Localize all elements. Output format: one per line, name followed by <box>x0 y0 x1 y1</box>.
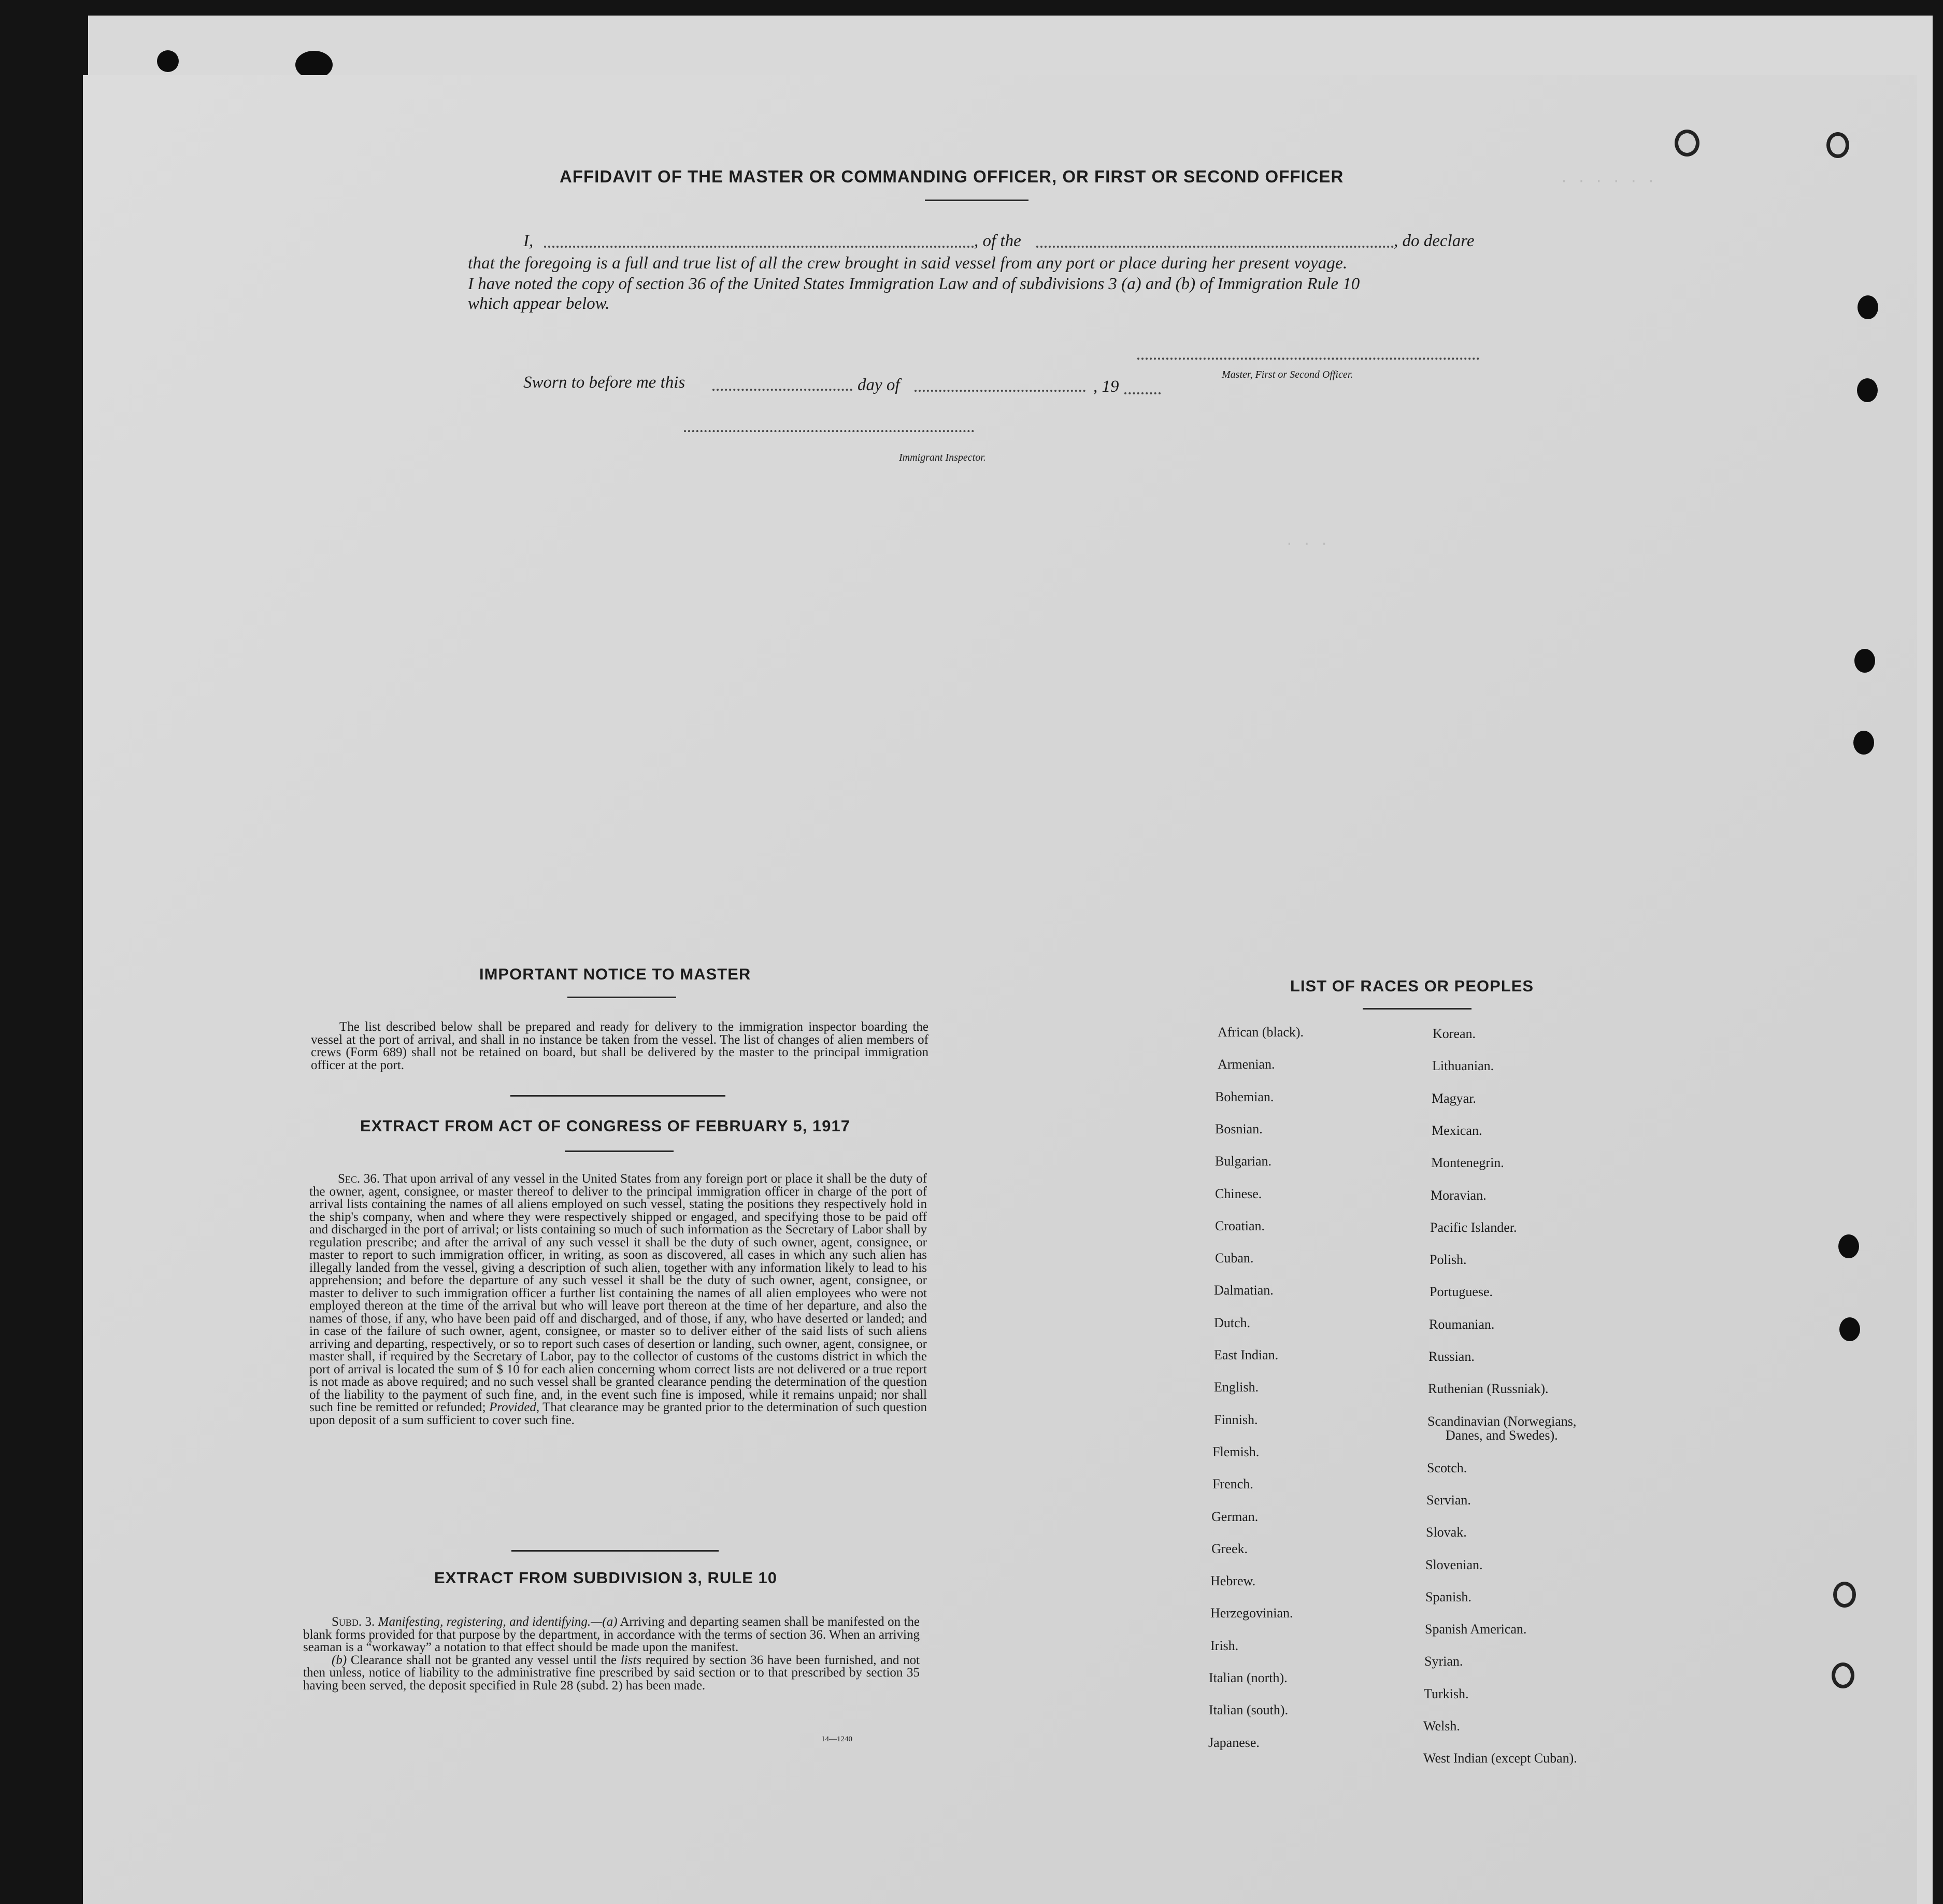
extract-act-body: That upon arrival of any vessel in the United States from any foreign port or place it shall be the duty of the owner, agent, consignee, or master thereof to deliver to the principal immigration officer in charge of the port of arrival lists containing the names of all aliens employed on such vessel, stating the positions they respectively hold in the ship's company, when and where they were respectively shipped or engaged, and specifying those to be paid off and discharged in the port of arrival; or lists containing so much of such information as the Secretary of Labor shall by regulation prescribe; and after the arrival of any such vessel it shall be the duty of such owner, agent, consignee, or master to report to such immigration officer, in writing, as soon as discovered, all cases in which any such alien has illegally landed from the vessel, giving a description of such alien, together with any information likely to lead to his apprehension; and before the departure of any such vessel it shall be the duty of such owner, agent, consignee, or master to deliver to such immigration officer a further list containing the names of all alien employees who were not employed thereon at the time of the arrival but who will leave port thereon at the time of her departure, and also the names of those, if any, who have been paid off and discharged, and of those, if any, who have deserted or landed; and in case of the failure of such owner, agent, consignee, or master so to deliver either of the said lists of such aliens arriving and departing, respectively, or so to report such cases of desertion or landing, such owner, agent, consignee, or master shall, if required by the Secretary of Labor, pay to the collector of customs of the customs district in which the port of arrival is located the sum of $ 10 for each alien concerning whom correct lists are not delivered or a true report is not made as above required; and no such vessel shall be granted clearance pending the determination of the question of the liability to the payment of such fine, and, in the event such fine is imposed, while it remains unpaid; nor shall such fine be remitted or refunded; <box>309 1172 927 1414</box>
race-item: French. <box>1212 1476 1253 1492</box>
race-item: Slovak. <box>1426 1525 1467 1540</box>
binder-ring <box>1826 132 1849 158</box>
races-title: LIST OF RACES OR PEOPLES <box>1290 977 1534 995</box>
rule-text-a: Arriving and departing seamen shall be manifested on the blank forms provided for that purpose by the department, in accordance with the terms of section 36. When an arriving seaman is a “workaway” a notation to that effect should be made upon the manifest. <box>303 1615 920 1654</box>
race-item: Russian. <box>1428 1349 1475 1364</box>
extract-act-end: That clearance may be granted prior to the determination of such question upon deposit of a sum sufficient to cover such fine. <box>309 1400 927 1427</box>
race-item: Moravian. <box>1431 1187 1487 1203</box>
bleed-through-text: · · · <box>1285 536 1329 552</box>
provided-word: Provided, <box>489 1400 540 1414</box>
punch-hole <box>1858 295 1878 319</box>
race-item: Dalmatian. <box>1214 1283 1274 1298</box>
notice-title: IMPORTANT NOTICE TO MASTER <box>479 965 751 983</box>
master-label: Master, First or Second Officer. <box>1222 369 1353 380</box>
lists-word: lists <box>620 1653 642 1667</box>
race-item: Chinese. <box>1215 1186 1262 1201</box>
notice-end-rule <box>510 1095 725 1097</box>
subd-label: Subd. 3. <box>332 1615 375 1629</box>
race-item: Scotch. <box>1427 1460 1467 1475</box>
race-item: Bohemian. <box>1215 1089 1274 1104</box>
race-item: Greek. <box>1211 1541 1248 1556</box>
punch-hole <box>1839 1317 1860 1341</box>
notice-rule <box>567 997 676 998</box>
race-item: West Indian (except Cuban). <box>1423 1751 1577 1766</box>
title-rule <box>925 200 1028 201</box>
year-prefix: , 19 <box>1093 377 1119 396</box>
race-item: Bosnian. <box>1215 1121 1263 1136</box>
race-item: Ruthenian (Russniak). <box>1428 1381 1549 1397</box>
sworn-text: Sworn to before me this <box>523 373 685 392</box>
affidavit-title: AFFIDAVIT OF THE MASTER OR COMMANDING OFFICER, OR FIRST OR SECOND OFFICER <box>560 167 1344 186</box>
race-item: Lithuanian. <box>1432 1058 1494 1074</box>
b-label: (b) <box>332 1653 347 1667</box>
inspector-label: Immigrant Inspector. <box>899 452 986 463</box>
race-item: Hebrew. <box>1210 1573 1256 1589</box>
race-item: East Indian. <box>1214 1347 1279 1362</box>
race-item: Scandinavian (Norwegians, <box>1427 1413 1577 1429</box>
punch-hole <box>1854 649 1875 673</box>
form-number: 14—1240 <box>821 1735 852 1743</box>
punch-hole <box>1857 378 1878 402</box>
affidavit-line2: that the foregoing is a full and true list of all the crew brought in said vessel from any port or place during her present voyage. <box>468 254 1348 273</box>
binder-ring <box>1832 1663 1854 1688</box>
race-item: Italian (south). <box>1209 1702 1289 1718</box>
race-item: Armenian. <box>1218 1057 1275 1072</box>
master-signature-line <box>1137 358 1479 360</box>
race-item: Roumanian. <box>1429 1316 1495 1332</box>
race-item: Spanish American. <box>1425 1622 1527 1637</box>
race-item: Slovenian. <box>1425 1557 1483 1572</box>
bleed-through-text: · · · · · · <box>1560 174 1655 190</box>
race-item: African (black). <box>1218 1025 1304 1040</box>
race-item: Polish. <box>1430 1252 1467 1268</box>
race-item: Servian. <box>1426 1492 1471 1508</box>
affidavit-i: I, <box>523 232 534 250</box>
sec-label: Sec. 36. <box>338 1172 380 1186</box>
binder-ring <box>1675 130 1699 157</box>
punch-hole <box>157 50 179 72</box>
notice-body: The list described below shall be prepared and ready for delivery to the immigration inspector boarding the vessel at the port of arrival, and shall in no instance be taken from the vessel. The list of changes of alien members of crews (Form 689) shall not be retained on board, but shall be delivered by the master to the principal immigration officer at the port. <box>311 1020 928 1072</box>
race-item: Mexican. <box>1432 1122 1482 1138</box>
rule-text-b1: Clearance shall not be granted any vessel until the <box>350 1653 617 1667</box>
race-item: Montenegrin. <box>1431 1155 1504 1171</box>
day-blank <box>712 389 852 391</box>
race-item: Syrian. <box>1424 1654 1463 1669</box>
race-item: Finnish. <box>1214 1412 1258 1427</box>
name-blank <box>544 246 974 248</box>
races-rule <box>1363 1008 1471 1010</box>
affidavit-line4: which appear below. <box>468 294 610 313</box>
extract-act-end-rule <box>511 1550 719 1552</box>
month-blank <box>915 390 1085 392</box>
year-blank <box>1124 392 1161 394</box>
extract-act-text <box>309 1173 927 1427</box>
race-item: Croatian. <box>1215 1218 1265 1233</box>
race-item: German. <box>1211 1509 1259 1524</box>
race-item: Japanese. <box>1208 1735 1260 1750</box>
race-item: Spanish. <box>1425 1589 1471 1604</box>
subd-heading: Manifesting, registering, and identifying.—(a) <box>378 1615 618 1629</box>
race-item: Irish. <box>1210 1638 1239 1653</box>
vessel-blank <box>1036 246 1394 248</box>
notice-text <box>311 1021 928 1072</box>
race-item: Dutch. <box>1214 1315 1251 1330</box>
race-item: Korean. <box>1433 1026 1476 1041</box>
race-item: Magyar. <box>1432 1090 1476 1106</box>
race-item: Cuban. <box>1215 1251 1254 1266</box>
affidavit-of-the: , of the <box>974 232 1021 250</box>
extract-rule-text <box>303 1616 920 1692</box>
rule-text-b2: required by section 36 have been furnished, and not then unless, notice of liability to the administrative fine prescribed by said section or to that prescribed by section 35 having been served, the deposit specified in Rule 28 (subd. 2) has been made. <box>303 1653 920 1693</box>
punch-hole <box>1838 1234 1859 1258</box>
race-item: Turkish. <box>1424 1686 1469 1701</box>
punch-hole <box>295 51 333 79</box>
race-item: Flemish. <box>1212 1444 1260 1459</box>
affidavit-line3: I have noted the copy of section 36 of the United States Immigration Law and of subdivisions 3 (a) and (b) of Immigration Rule 10 <box>468 275 1360 293</box>
affidavit-do-declare: , do declare <box>1394 232 1475 250</box>
race-item: Welsh. <box>1423 1718 1460 1734</box>
race-item: Portuguese. <box>1430 1284 1493 1300</box>
race-item: Herzegovinian. <box>1210 1605 1293 1621</box>
race-item: Bulgarian. <box>1215 1154 1272 1169</box>
punch-hole <box>1853 731 1874 755</box>
race-item: Italian (north). <box>1209 1670 1288 1685</box>
inspector-signature-line <box>684 430 974 432</box>
day-of: day of <box>858 376 900 394</box>
extract-act-rule <box>565 1150 674 1152</box>
race-item: English. <box>1214 1380 1259 1395</box>
race-item: Danes, and Swedes). <box>1446 1427 1558 1443</box>
race-item: Pacific Islander. <box>1430 1219 1517 1235</box>
binder-ring <box>1833 1582 1856 1608</box>
extract-act-title: EXTRACT FROM ACT OF CONGRESS OF FEBRUARY 5, 1917 <box>360 1117 850 1135</box>
extract-rule-title: EXTRACT FROM SUBDIVISION 3, RULE 10 <box>434 1569 777 1587</box>
